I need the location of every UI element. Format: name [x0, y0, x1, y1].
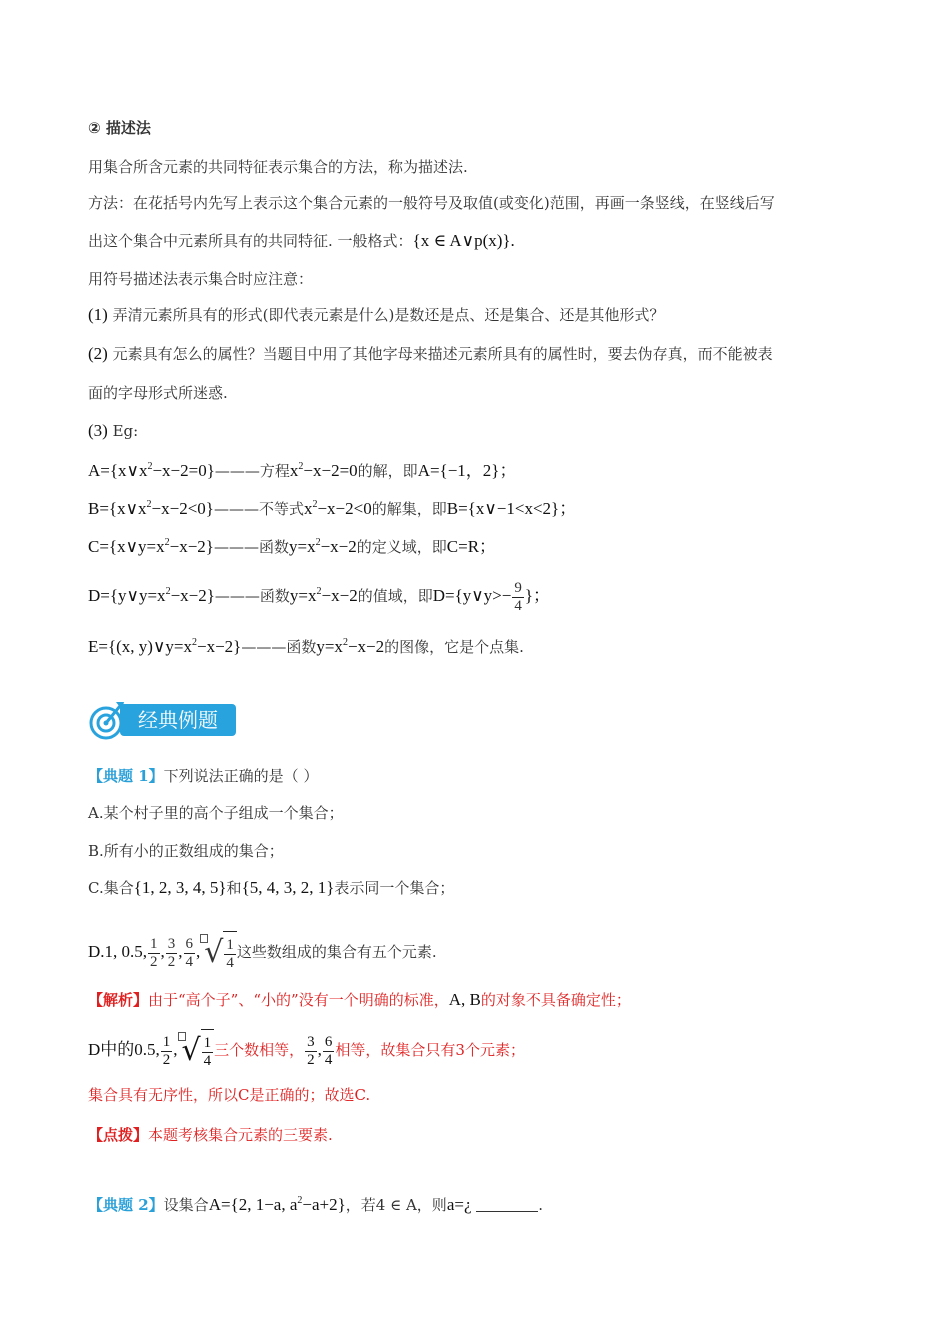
paragraph-method-2 — [88, 230, 515, 252]
example-b-set: $B=\{x\vee x^2-x-2<0\}$ — [88, 499, 214, 518]
note-2-continued: 面的字母形式所迷惑. — [88, 384, 228, 402]
note-2-text: 元素具有怎么的属性？当题目中用了其他字母来描述元素所具有的属性时，要去伪存真，而不能被表 — [112, 345, 773, 363]
fraction-six-quarters: $\frac{6}{4}$ — [185, 935, 194, 970]
option-c-set-1: {1, 2, 3, 4, 5} — [133, 878, 227, 897]
question-1-label: 【典题 1】 — [88, 767, 164, 785]
example-c-dash: ———函数 — [213, 538, 289, 556]
note-1-number: (1) — [88, 305, 108, 324]
method-text: 出这个集合中元素所具有的共同特征. 一般格式： — [88, 232, 413, 250]
note-3-text: Eg: — [112, 422, 139, 440]
classic-examples-banner — [86, 698, 236, 744]
section-heading: ② 描述法 — [88, 119, 151, 137]
tip-label: 【点拨】 — [88, 1126, 149, 1144]
analysis-fraction-six-quarters: $\frac{6}{4}$ — [324, 1033, 333, 1068]
paragraph-definition: 用集合所含元素的共同特征表示集合的方法，称为描述法. — [88, 158, 468, 176]
example-c-tail: 的定义域，即 — [356, 538, 447, 556]
example-a-equation: $x^2-x-2=0$ — [289, 461, 358, 480]
example-d-dash: ———函数 — [214, 587, 290, 605]
analysis-text-1: 由于“高个子”、“小的”没有一个明确的标准， — [148, 991, 449, 1009]
analysis-line-1 — [88, 989, 631, 1011]
example-c-equation: $y=x^2-x-2$ — [288, 537, 357, 556]
example-d — [88, 572, 550, 616]
paragraph-method-1: 方法：在花括号内先写上表示这个集合元素的一般符号及取值(或变化)范围，再画一条竖线，在竖线后写 — [88, 194, 775, 212]
example-d-tail: 的值域，即 — [357, 587, 433, 605]
question-1-stem: 下列说法正确的是（ ） — [163, 767, 319, 785]
example-b-equation: $x^2-x-2<0$ — [303, 499, 372, 518]
example-b-tail: 的解集，即 — [371, 500, 447, 518]
option-b: B.所有小的正数组成的集合； — [88, 842, 284, 860]
example-e-set: E={(x, $y)\vee y=x^2-x-2$} — [88, 637, 242, 656]
note-1-text: 弄清元素所具有的形式(即代表元素是什么)是数还是点、还是集合、还是其他形式？ — [112, 306, 665, 324]
question-2-end: . — [538, 1196, 544, 1214]
note-3 — [88, 420, 138, 442]
example-a-result: A={−1，2}； — [417, 461, 517, 480]
fraction-one-half: $\frac{1}{2}$ — [150, 935, 158, 970]
example-c — [88, 532, 496, 558]
fraction-nine-quarters: $\frac{9}{4}$ — [514, 579, 522, 614]
example-a-tail: 的解，即 — [357, 462, 418, 480]
example-b-dash: ———不等式 — [213, 500, 304, 518]
note-2 — [88, 343, 773, 365]
question-2-set: A={2, 1−a, $a^2-a+2$} — [208, 1195, 346, 1214]
example-a — [88, 456, 516, 482]
answer-blank[interactable] — [476, 1197, 538, 1212]
analysis-2-suffix: 相等，故集合只有3个元素； — [335, 1041, 525, 1059]
question-1 — [88, 765, 318, 787]
example-d-equation: $y=x^2-x-2$ — [289, 586, 358, 605]
question-2-variable: a=¿ — [446, 1195, 472, 1214]
option-a: A.某个村子里的高个子组成一个集合； — [88, 804, 344, 822]
example-b-result: B={x∨−1<x<2}； — [446, 499, 577, 518]
analysis-line-3: 集合具有无序性，所以C是正确的；故选C. — [88, 1086, 371, 1104]
general-format-formula: {x ∈ A∨p(x)}. — [412, 231, 515, 250]
banner-title: 经典例题 — [120, 704, 236, 736]
note-1 — [88, 304, 664, 326]
question-2 — [88, 1190, 543, 1216]
note-3-number: (3) — [88, 421, 108, 440]
option-d-suffix: 这些数组成的集合有五个元素. — [236, 943, 437, 961]
example-e — [88, 632, 524, 658]
analysis-square-root-quarter: √ $\frac{1}{4}$ — [178, 1028, 215, 1074]
option-d: D.1, 0.5, $\frac{1}{2}$ , $\frac{3}{2}$ , $\frac{6}{4}$ , √ $\frac{1}{4}$ 这些数组成的集合有五个元素. — [88, 930, 437, 976]
analysis-math-ab: A, B — [448, 990, 481, 1009]
example-e-equation: $y=x^2-x-2$ — [316, 637, 385, 656]
example-d-set: $D=\{y\vee y=x^2-x-2\}$ — [88, 586, 215, 605]
question-2-label: 【典题 2】 — [88, 1196, 164, 1214]
paragraph-notes: 用符号描述法表示集合时应注意： — [88, 270, 314, 288]
example-e-dash: ———函数 — [241, 638, 317, 656]
example-a-set: $A=\{x\vee x^2-x-2=0\}$ — [88, 461, 215, 480]
analysis-fraction-three-halves: $\frac{3}{2}$ — [307, 1033, 315, 1068]
tip-text: 本题考核集合元素的三要素. — [148, 1126, 333, 1144]
option-c-set-2: {5, 4, 3, 2, 1} — [241, 878, 335, 897]
example-d-result: D={y∨y>− — [432, 586, 512, 605]
option-c-suffix: 表示同一个集合； — [334, 879, 455, 897]
example-e-tail: 的图像，它是个点集. — [384, 638, 524, 656]
analysis-2-prefix: D中的0.5, — [88, 1040, 160, 1059]
square-root-quarter: √ $\frac{1}{4}$ — [200, 930, 237, 976]
analysis-text-1-end: 的对象不具备确定性； — [480, 991, 631, 1009]
question-2-stem-mid: ，若4 ∈ A，则 — [345, 1196, 447, 1214]
example-d-end: }； — [524, 586, 551, 605]
option-d-prefix: D.1, 0.5, — [88, 942, 148, 961]
option-c — [88, 877, 454, 899]
example-b — [88, 494, 576, 520]
analysis-label: 【解析】 — [88, 991, 149, 1009]
example-a-dash: ———方程 — [214, 462, 290, 480]
option-c-and: 和 — [226, 879, 242, 897]
analysis-fraction-one-half: $\frac{1}{2}$ — [162, 1033, 171, 1068]
analysis-line-2: D中的0.5, $\frac{1}{2}$ , √ $\frac{1}{4}$ 三个数相等， $\frac{3}{2}$ , $\frac{6}{4}$ 相等，故集合只有3个元素； — [88, 1028, 525, 1074]
tip-line — [88, 1124, 333, 1146]
fraction-three-halves: $\frac{3}{2}$ — [167, 935, 176, 970]
analysis-2-mid: 三个数相等， — [214, 1041, 305, 1059]
option-c-prefix: C.集合 — [88, 879, 134, 897]
note-2-number: (2) — [88, 344, 108, 363]
question-2-stem-prefix: 设集合 — [163, 1196, 209, 1214]
example-c-set: $C=\{x\vee y=x^2-x-2\}$ — [88, 537, 214, 556]
example-c-result: C=R； — [446, 537, 497, 556]
